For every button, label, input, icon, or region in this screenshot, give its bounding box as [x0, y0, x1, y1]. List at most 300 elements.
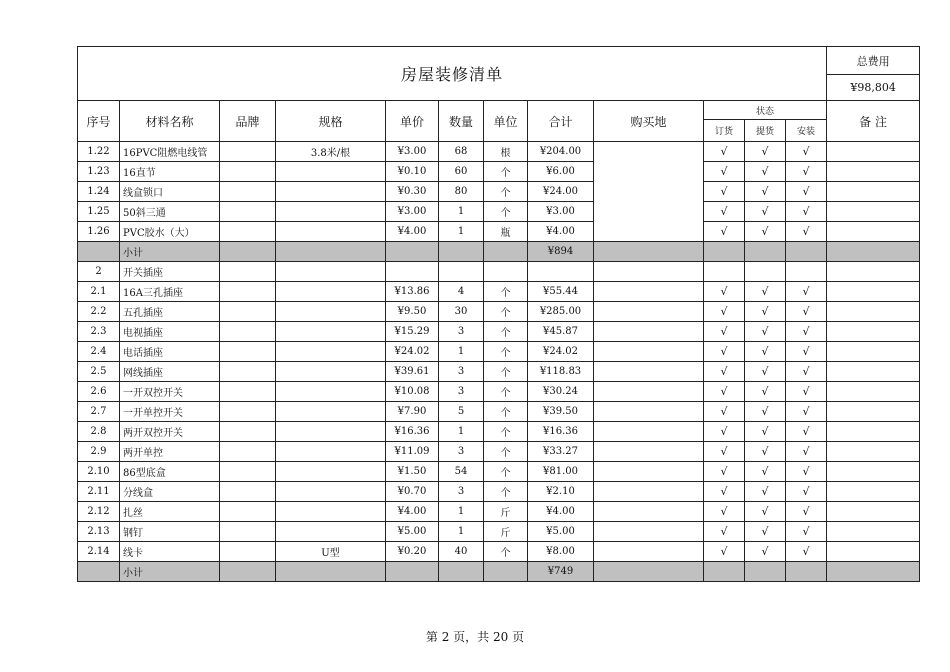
cell-qty: [439, 242, 484, 262]
cell-seq: 2.2: [78, 302, 120, 322]
cell-name: 两开双控开关: [120, 422, 220, 442]
check-pickup: √: [745, 542, 786, 562]
cell-qty: 68: [439, 142, 484, 162]
check-order: √: [704, 482, 745, 502]
cell-price: ¥16.36: [386, 422, 439, 442]
cell-sum: ¥3.00: [528, 202, 594, 222]
cell-qty: 1: [439, 222, 484, 242]
cell-brand: [220, 522, 276, 542]
cell-sum: ¥55.44: [528, 282, 594, 302]
col-brand: 品牌: [220, 101, 276, 142]
cell-qty: 4: [439, 282, 484, 302]
check-pickup: √: [745, 522, 786, 542]
cell-price: ¥4.00: [386, 222, 439, 242]
cell-price: ¥0.70: [386, 482, 439, 502]
check-order: √: [704, 162, 745, 182]
check-pickup: √: [745, 162, 786, 182]
cell-note: [827, 262, 920, 282]
cell-brand: [220, 562, 276, 582]
cell-qty: 80: [439, 182, 484, 202]
cell-note: [827, 182, 920, 202]
cell-note: [827, 442, 920, 462]
check-order: √: [704, 442, 745, 462]
check-order: √: [704, 302, 745, 322]
check-install: √: [786, 522, 827, 542]
cell-unit: 个: [484, 322, 528, 342]
cell-unit: 个: [484, 442, 528, 462]
cell-brand: [220, 442, 276, 462]
check-order: √: [704, 182, 745, 202]
col-install: 安装: [786, 120, 827, 142]
cell-price: ¥13.86: [386, 282, 439, 302]
check-install: √: [786, 322, 827, 342]
table-row: [78, 422, 920, 442]
cell-sum: ¥6.00: [528, 162, 594, 182]
cell-seq: 2.10: [78, 462, 120, 482]
cell-seq: [78, 242, 120, 262]
check-order: √: [704, 362, 745, 382]
cell-note: [827, 502, 920, 522]
cell-place: [594, 462, 704, 482]
cell-note: [827, 242, 920, 262]
check-pickup: √: [745, 282, 786, 302]
table-row: [78, 502, 920, 522]
cell-note: [827, 362, 920, 382]
cell-spec: [276, 502, 386, 522]
cell-spec: [276, 242, 386, 262]
check-pickup: √: [745, 222, 786, 242]
cell-brand: [220, 362, 276, 382]
cell-seq: 2.11: [78, 482, 120, 502]
cell-place: [594, 402, 704, 422]
cell-spec: [276, 162, 386, 182]
check-pickup: √: [745, 482, 786, 502]
check-install: √: [786, 502, 827, 522]
cell-unit: 斤: [484, 502, 528, 522]
check-install: √: [786, 402, 827, 422]
cell-qty: 1: [439, 522, 484, 542]
check-pickup: [745, 242, 786, 262]
cell-place: [594, 442, 704, 462]
cell-price: ¥0.20: [386, 542, 439, 562]
cell-sum: ¥4.00: [528, 502, 594, 522]
cell-brand: [220, 382, 276, 402]
check-install: √: [786, 342, 827, 362]
cell-place: [594, 382, 704, 402]
cell-brand: [220, 282, 276, 302]
table-row: [78, 262, 920, 282]
cell-unit: [484, 562, 528, 582]
cell-seq: 1.26: [78, 222, 120, 242]
cell-unit: 个: [484, 202, 528, 222]
check-install: √: [786, 462, 827, 482]
cell-unit: 个: [484, 482, 528, 502]
check-install: √: [786, 302, 827, 322]
cell-name: 16PVC阻燃电线管: [120, 142, 220, 162]
check-install: [786, 242, 827, 262]
cell-spec: [276, 222, 386, 242]
cell-price: ¥11.09: [386, 442, 439, 462]
check-order: √: [704, 462, 745, 482]
cell-spec: [276, 522, 386, 542]
cell-price: ¥5.00: [386, 522, 439, 542]
check-order: √: [704, 422, 745, 442]
table-row: [78, 522, 920, 542]
cell-seq: 2.1: [78, 282, 120, 302]
check-pickup: √: [745, 362, 786, 382]
cell-qty: 30: [439, 302, 484, 322]
cell-unit: [484, 262, 528, 282]
cell-seq: 2.9: [78, 442, 120, 462]
cell-brand: [220, 342, 276, 362]
cell-sum: ¥8.00: [528, 542, 594, 562]
cell-place: [594, 342, 704, 362]
cell-place: [594, 502, 704, 522]
cell-sum: ¥749: [528, 562, 594, 582]
cell-place: [594, 362, 704, 382]
cell-name: 扎丝: [120, 502, 220, 522]
cell-qty: 60: [439, 162, 484, 182]
cell-sum: ¥24.00: [528, 182, 594, 202]
cell-price: ¥39.61: [386, 362, 439, 382]
check-pickup: √: [745, 342, 786, 362]
cell-unit: 个: [484, 162, 528, 182]
cell-qty: 1: [439, 202, 484, 222]
table-row: [78, 362, 920, 382]
cell-sum: ¥39.50: [528, 402, 594, 422]
cell-place: [594, 242, 704, 262]
cell-price: ¥15.29: [386, 322, 439, 342]
cell-qty: 3: [439, 442, 484, 462]
check-install: √: [786, 362, 827, 382]
check-install: √: [786, 282, 827, 302]
check-install: √: [786, 542, 827, 562]
cell-sum: ¥894: [528, 242, 594, 262]
cell-seq: 2.13: [78, 522, 120, 542]
check-order: [704, 262, 745, 282]
check-order: √: [704, 522, 745, 542]
cell-note: [827, 142, 920, 162]
cell-qty: 1: [439, 422, 484, 442]
cell-spec: [276, 482, 386, 502]
table-row: [78, 202, 920, 222]
check-pickup: √: [745, 442, 786, 462]
cell-place: [594, 282, 704, 302]
cell-note: [827, 462, 920, 482]
cell-unit: 个: [484, 462, 528, 482]
cell-note: [827, 322, 920, 342]
table-row: [78, 402, 920, 422]
cell-name: 线卡: [120, 542, 220, 562]
check-order: [704, 242, 745, 262]
check-install: √: [786, 382, 827, 402]
check-order: √: [704, 322, 745, 342]
cell-qty: 54: [439, 462, 484, 482]
check-pickup: √: [745, 382, 786, 402]
cell-brand: [220, 162, 276, 182]
col-sum: 合计: [528, 101, 594, 142]
cell-place: [594, 542, 704, 562]
check-install: √: [786, 182, 827, 202]
cell-sum: ¥118.83: [528, 362, 594, 382]
cell-spec: [276, 562, 386, 582]
cell-brand: [220, 182, 276, 202]
cell-brand: [220, 482, 276, 502]
check-pickup: √: [745, 462, 786, 482]
check-pickup: √: [745, 202, 786, 222]
cell-seq: 2.4: [78, 342, 120, 362]
check-pickup: √: [745, 142, 786, 162]
cell-seq: 2.5: [78, 362, 120, 382]
cell-spec: [276, 462, 386, 482]
cell-note: [827, 282, 920, 302]
cell-spec: U型: [276, 542, 386, 562]
cell-note: [827, 302, 920, 322]
cell-spec: [276, 442, 386, 462]
cell-spec: [276, 382, 386, 402]
total-value: ¥98,804: [827, 75, 920, 101]
cell-name: 16A三孔插座: [120, 282, 220, 302]
col-seq: 序号: [78, 101, 120, 142]
cell-unit: 根: [484, 142, 528, 162]
cell-brand: [220, 542, 276, 562]
cell-unit: 瓶: [484, 222, 528, 242]
cell-spec: 3.8米/根: [276, 142, 386, 162]
cell-spec: [276, 402, 386, 422]
cell-price: ¥7.90: [386, 402, 439, 422]
table-row: [78, 542, 920, 562]
cell-seq: 2: [78, 262, 120, 282]
cell-spec: [276, 202, 386, 222]
cell-seq: [78, 562, 120, 582]
cell-sum: ¥4.00: [528, 222, 594, 242]
cell-sum: ¥81.00: [528, 462, 594, 482]
cell-brand: [220, 402, 276, 422]
cell-unit: 个: [484, 302, 528, 322]
sheet-title: 房屋装修清单: [78, 47, 827, 101]
cell-note: [827, 202, 920, 222]
check-install: √: [786, 162, 827, 182]
cell-unit: 个: [484, 282, 528, 302]
cell-note: [827, 162, 920, 182]
cell-unit: 个: [484, 542, 528, 562]
cell-name: 五孔插座: [120, 302, 220, 322]
check-install: [786, 262, 827, 282]
check-order: √: [704, 502, 745, 522]
cell-spec: [276, 422, 386, 442]
cell-price: ¥4.00: [386, 502, 439, 522]
cell-sum: [528, 262, 594, 282]
check-pickup: √: [745, 422, 786, 442]
col-spec: 规格: [276, 101, 386, 142]
table-row: [78, 322, 920, 342]
cell-price: [386, 242, 439, 262]
cell-note: [827, 562, 920, 582]
cell-name: 电视插座: [120, 322, 220, 342]
cell-unit: 个: [484, 422, 528, 442]
cell-price: ¥10.08: [386, 382, 439, 402]
cell-note: [827, 342, 920, 362]
check-pickup: √: [745, 302, 786, 322]
check-pickup: [745, 262, 786, 282]
cell-note: [827, 542, 920, 562]
cell-price: ¥1.50: [386, 462, 439, 482]
col-name: 材料名称: [120, 101, 220, 142]
check-order: √: [704, 142, 745, 162]
cell-seq: 1.24: [78, 182, 120, 202]
check-order: √: [704, 202, 745, 222]
cell-sum: ¥45.87: [528, 322, 594, 342]
check-install: [786, 562, 827, 582]
cell-place: [594, 262, 704, 282]
cell-qty: 1: [439, 342, 484, 362]
cell-name: 86型底盒: [120, 462, 220, 482]
cell-price: ¥0.30: [386, 182, 439, 202]
cell-spec: [276, 182, 386, 202]
cell-name: 开关插座: [120, 262, 220, 282]
check-pickup: [745, 562, 786, 582]
cell-qty: 3: [439, 362, 484, 382]
cell-brand: [220, 422, 276, 442]
subtotal-row: [78, 562, 920, 582]
cell-price: [386, 562, 439, 582]
check-pickup: √: [745, 402, 786, 422]
col-qty: 数量: [439, 101, 484, 142]
check-order: [704, 562, 745, 582]
cell-note: [827, 402, 920, 422]
col-state: 状态: [704, 101, 827, 120]
cell-note: [827, 522, 920, 542]
table-row: [78, 482, 920, 502]
cell-name: 网线插座: [120, 362, 220, 382]
cell-spec: [276, 322, 386, 342]
check-order: √: [704, 222, 745, 242]
cell-sum: ¥204.00: [528, 142, 594, 162]
cell-name: 钢钉: [120, 522, 220, 542]
check-order: √: [704, 342, 745, 362]
check-order: √: [704, 402, 745, 422]
cell-sum: ¥24.02: [528, 342, 594, 362]
cell-name: PVC胶水（大）: [120, 222, 220, 242]
cell-brand: [220, 462, 276, 482]
cell-seq: 2.8: [78, 422, 120, 442]
table-row: [78, 302, 920, 322]
cell-brand: [220, 242, 276, 262]
item-rows: [78, 142, 920, 582]
cell-brand: [220, 222, 276, 242]
cell-qty: [439, 562, 484, 582]
col-order: 订货: [704, 120, 745, 142]
cell-name: 16直节: [120, 162, 220, 182]
renovation-sheet: [77, 46, 919, 582]
cell-price: ¥3.00: [386, 202, 439, 222]
cell-spec: [276, 362, 386, 382]
check-order: √: [704, 382, 745, 402]
cell-sum: ¥30.24: [528, 382, 594, 402]
cell-price: ¥0.10: [386, 162, 439, 182]
col-unit: 单位: [484, 101, 528, 142]
cell-sum: ¥2.10: [528, 482, 594, 502]
total-label: 总费用: [827, 47, 920, 75]
cell-place: [594, 482, 704, 502]
cell-unit: 个: [484, 382, 528, 402]
cell-sum: ¥5.00: [528, 522, 594, 542]
cell-place: [594, 422, 704, 442]
cell-note: [827, 482, 920, 502]
cell-spec: [276, 342, 386, 362]
cell-unit: 斤: [484, 522, 528, 542]
table-row: [78, 342, 920, 362]
cell-price: [386, 262, 439, 282]
table-row: [78, 222, 920, 242]
cell-unit: 个: [484, 362, 528, 382]
table-row: [78, 442, 920, 462]
subtotal-row: [78, 242, 920, 262]
cell-name: 50斜三通: [120, 202, 220, 222]
check-pickup: √: [745, 182, 786, 202]
cell-seq: 2.3: [78, 322, 120, 342]
cell-qty: 3: [439, 482, 484, 502]
check-install: √: [786, 142, 827, 162]
cell-brand: [220, 502, 276, 522]
col-note: 备 注: [827, 101, 920, 142]
cell-sum: ¥285.00: [528, 302, 594, 322]
cell-note: [827, 222, 920, 242]
cell-sum: ¥16.36: [528, 422, 594, 442]
col-place: 购买地: [594, 101, 704, 142]
cell-note: [827, 382, 920, 402]
cell-qty: 40: [439, 542, 484, 562]
cell-seq: 1.23: [78, 162, 120, 182]
cell-spec: [276, 262, 386, 282]
cell-qty: [439, 262, 484, 282]
cell-name: 电话插座: [120, 342, 220, 362]
cell-seq: 2.6: [78, 382, 120, 402]
cell-qty: 3: [439, 382, 484, 402]
cell-name: 一开单控开关: [120, 402, 220, 422]
check-install: √: [786, 202, 827, 222]
table-row: [78, 142, 920, 162]
cell-seq: 1.22: [78, 142, 120, 162]
cell-qty: 5: [439, 402, 484, 422]
cell-place: [594, 142, 704, 242]
cell-seq: 1.25: [78, 202, 120, 222]
check-order: √: [704, 282, 745, 302]
cell-name: 两开单控: [120, 442, 220, 462]
cell-unit: [484, 242, 528, 262]
header-table: [77, 46, 920, 582]
page-footer: 第 2 页，共 20 页: [425, 630, 525, 644]
cell-unit: 个: [484, 182, 528, 202]
cell-place: [594, 302, 704, 322]
cell-seq: 2.7: [78, 402, 120, 422]
check-install: √: [786, 422, 827, 442]
cell-price: ¥3.00: [386, 142, 439, 162]
check-install: √: [786, 442, 827, 462]
cell-brand: [220, 262, 276, 282]
cell-qty: 3: [439, 322, 484, 342]
cell-unit: 个: [484, 342, 528, 362]
cell-seq: 2.12: [78, 502, 120, 522]
cell-place: [594, 522, 704, 542]
cell-name: 线盒锁口: [120, 182, 220, 202]
col-price: 单价: [386, 101, 439, 142]
check-pickup: √: [745, 502, 786, 522]
cell-spec: [276, 302, 386, 322]
cell-place: [594, 562, 704, 582]
check-install: √: [786, 222, 827, 242]
cell-qty: 1: [439, 502, 484, 522]
